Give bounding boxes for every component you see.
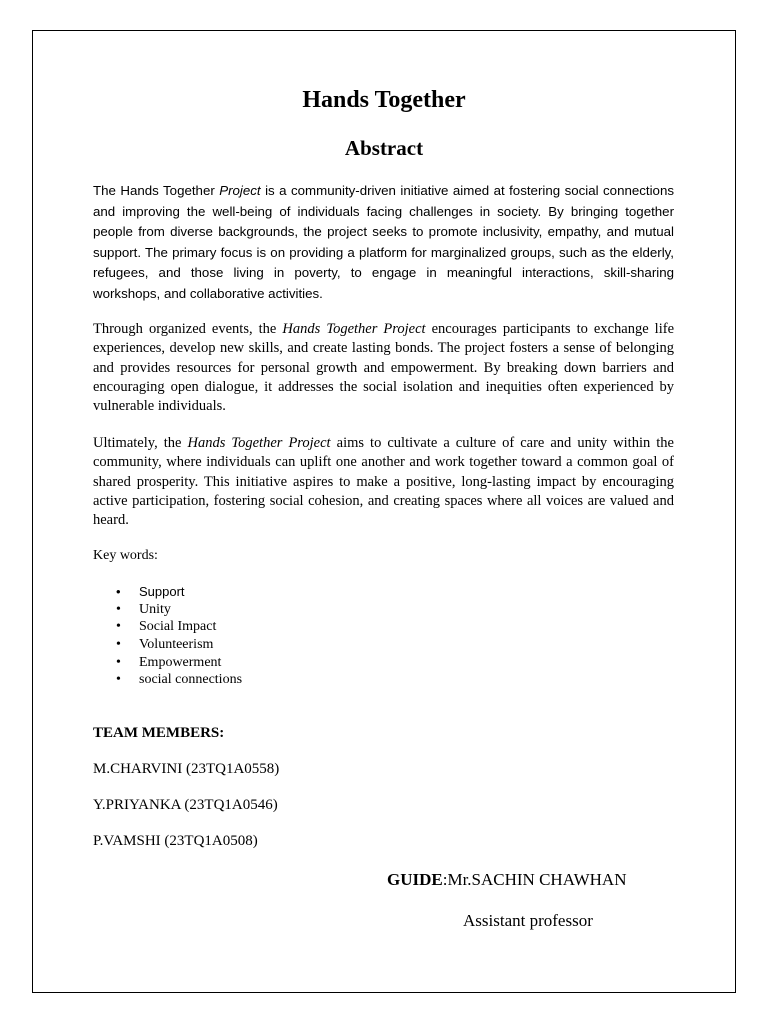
keyword-item [116, 601, 242, 619]
keywords-label: Key words: [93, 548, 158, 563]
keyword-text: Volunteerism [139, 637, 214, 653]
paragraph-text: Through organized events, the [93, 321, 283, 337]
abstract-paragraph-3 [93, 434, 674, 530]
keyword-text: social connections [139, 672, 243, 688]
team-member: M.CHARVINI (23TQ1A0558) [93, 761, 280, 777]
bullet-icon: • [116, 654, 121, 670]
bullet-icon: • [116, 672, 121, 688]
abstract-paragraph-1 [93, 181, 674, 305]
guide-label: GUIDE [387, 870, 443, 889]
paragraph-text: encourages participants to exchange life experiences, develop new skills, and create lasting bonds. The project fosters a sense of belonging and provides resources for personal growth and empowerment. By breaking down barriers and encouraging open dialogue, it addresses the social isolation and inequities often experienced by vulnerable individuals. [93, 321, 675, 415]
bullet-icon: • [116, 637, 121, 653]
abstract-heading: Abstract [344, 136, 424, 160]
paragraph-text: The Hands Together [93, 183, 220, 198]
keyword-text: Support [139, 584, 185, 599]
keyword-text: Unity [139, 601, 171, 617]
keyword-item [116, 583, 242, 601]
document-title: Hands Together [302, 87, 466, 113]
keyword-item [116, 618, 242, 636]
paragraph-text: Ultimately, the [93, 435, 188, 451]
paragraph-italic-text: Hands Together Project [282, 321, 426, 337]
keyword-text: Empowerment [139, 654, 222, 670]
team-member: P.VAMSHI (23TQ1A0508) [93, 833, 258, 849]
paragraph-italic-text: Project [219, 183, 261, 198]
paragraph-text: aims to cultivate a culture of care and unity within the community, where individuals can uplift one another and work together toward a common goal of shared prosperity. This initiative aspires to make a positive, long-lasting impact by encouraging active participation, fostering social cohesion, and creating spaces where all voices are valued and heard. [93, 435, 674, 529]
guide-name: :Mr.SACHIN CHAWHAN [442, 870, 627, 889]
paragraph-italic-text: Hands Together Project [187, 435, 331, 451]
bullet-icon: • [116, 619, 121, 635]
team-member: Y.PRIYANKA (23TQ1A0546) [93, 797, 278, 813]
guide-designation: Assistant professor [463, 911, 593, 930]
keyword-item [116, 671, 242, 689]
bullet-icon: • [116, 601, 121, 617]
keyword-item [116, 636, 242, 654]
keyword-text: Social Impact [139, 619, 217, 635]
keywords-list [116, 583, 242, 689]
team-members-heading: TEAM MEMBERS: [93, 725, 225, 741]
keyword-item [116, 654, 242, 672]
paragraph-text: is a community-driven initiative aimed at fostering social connections and improving the well-being of individuals facing challenges in society. By bringing together people from diverse backgrounds, the project seeks to promote inclusivity, empathy, and mutual support. The primary focus is on providing a platform for marginalized groups, such as the elderly, refugees, and those living in poverty, to engage in meaningful interactions, skill-sharing workshops, and collaborative activities. [93, 183, 674, 301]
bullet-icon: • [116, 584, 121, 599]
abstract-paragraph-2 [93, 320, 674, 416]
guide-line [387, 870, 627, 890]
